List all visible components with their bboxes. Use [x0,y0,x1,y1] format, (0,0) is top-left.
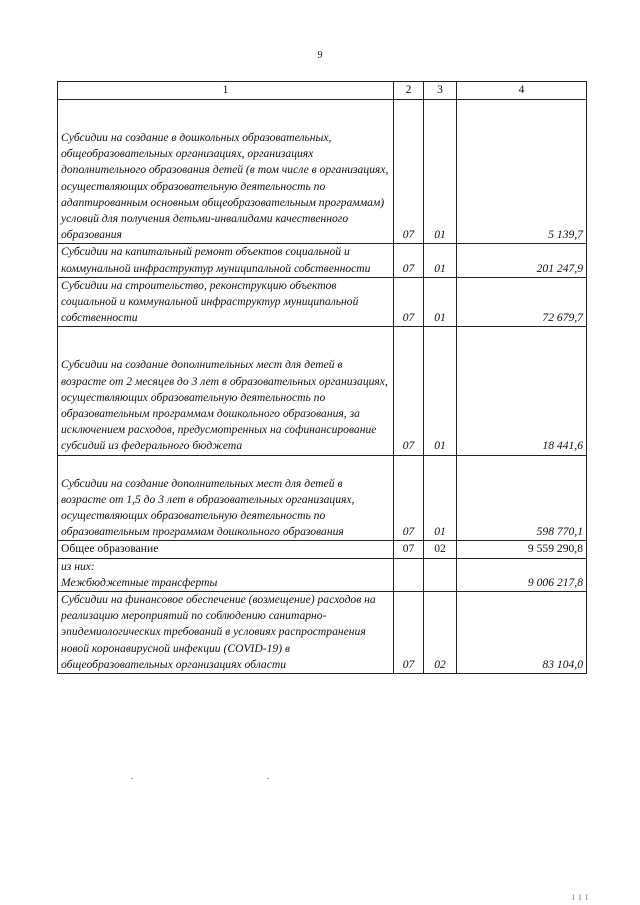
scan-speck [267,778,269,779]
row-description-main: Межбюджетные трансферты [61,575,218,589]
row-amount: 9 559 290,8 [457,541,587,558]
table-row [58,100,587,244]
row-subsection-code: 02 [424,541,457,558]
column-header-1: 1 [58,82,394,100]
row-section-code [394,558,424,591]
table-row [58,455,587,541]
table-row [58,558,587,591]
budget-table [57,81,587,674]
row-subsection-code [424,558,457,591]
row-section-code: 07 [394,455,424,541]
row-amount: 72 679,7 [457,277,587,327]
row-subsection-code: 01 [424,100,457,244]
row-description-intro: из них: [61,559,95,573]
row-amount: 9 006 217,8 [457,558,587,591]
row-amount: 83 104,0 [457,592,587,674]
row-subsection-code: 01 [424,455,457,541]
table-row [58,277,587,327]
row-description [58,558,394,591]
row-subsection-code: 01 [424,244,457,277]
row-section-code: 07 [394,100,424,244]
column-header-2: 2 [394,82,424,100]
table-row [58,327,587,455]
row-amount: 201 247,9 [457,244,587,277]
row-section-code: 07 [394,277,424,327]
column-header-3: 3 [424,82,457,100]
table-row [58,541,587,558]
column-header-4: 4 [457,82,587,100]
row-description: Общее образование [58,541,394,558]
row-section-code: 07 [394,541,424,558]
row-subsection-code: 01 [424,277,457,327]
row-description: Субсидии на строительство, реконструкцию объектов социальной и коммунальной инфраструктур муниципальной собственности [58,277,394,327]
row-subsection-code: 01 [424,327,457,455]
table-row [58,592,587,674]
row-amount: 5 139,7 [457,100,587,244]
row-subsection-code: 02 [424,592,457,674]
scan-speck [131,778,133,779]
table-header-row [58,82,587,100]
row-description: Субсидии на создание дополнительных мест для детей в возрасте от 2 месяцев до 3 лет в образовательных организациях, осуществляющих образовательную деятельность по образовательным программам дошкольного образования, за исключением расходов, предусмотренных на софинансирование субсидий из федерального бюджета [58,327,394,455]
page-number: 9 [317,50,323,61]
row-description: Субсидии на финансовое обеспечение (возмещение) расходов на реализацию мероприятий по соблюдению санитарно-эпидемиологических требований в условиях распространения новой коронавирусной инфекции (COVID-19) в общеобразовательных организациях области [58,592,394,674]
table-row [58,244,587,277]
row-section-code: 07 [394,592,424,674]
row-section-code: 07 [394,327,424,455]
row-section-code: 07 [394,244,424,277]
row-amount: 18 441,6 [457,327,587,455]
row-description: Субсидии на создание дополнительных мест для детей в возрасте от 1,5 до 3 лет в образовательных организациях, осуществляющих образовательную деятельность по образовательным программам дошкольного образования [58,455,394,541]
row-amount: 598 770,1 [457,455,587,541]
row-description: Субсидии на капитальный ремонт объектов социальной и коммунальной инфраструктур муниципальной собственности [58,244,394,277]
row-description: Субсидии на создание в дошкольных образовательных, общеобразовательных организациях, организациях дополнительного образования детей (в том числе в организациях, осуществляющих образовательную деятельность по адаптированным основным общеобразовательным программам) условий для получения детьми-инвалидами качественного образования [58,100,394,244]
corner-marks: I I I [572,893,589,902]
